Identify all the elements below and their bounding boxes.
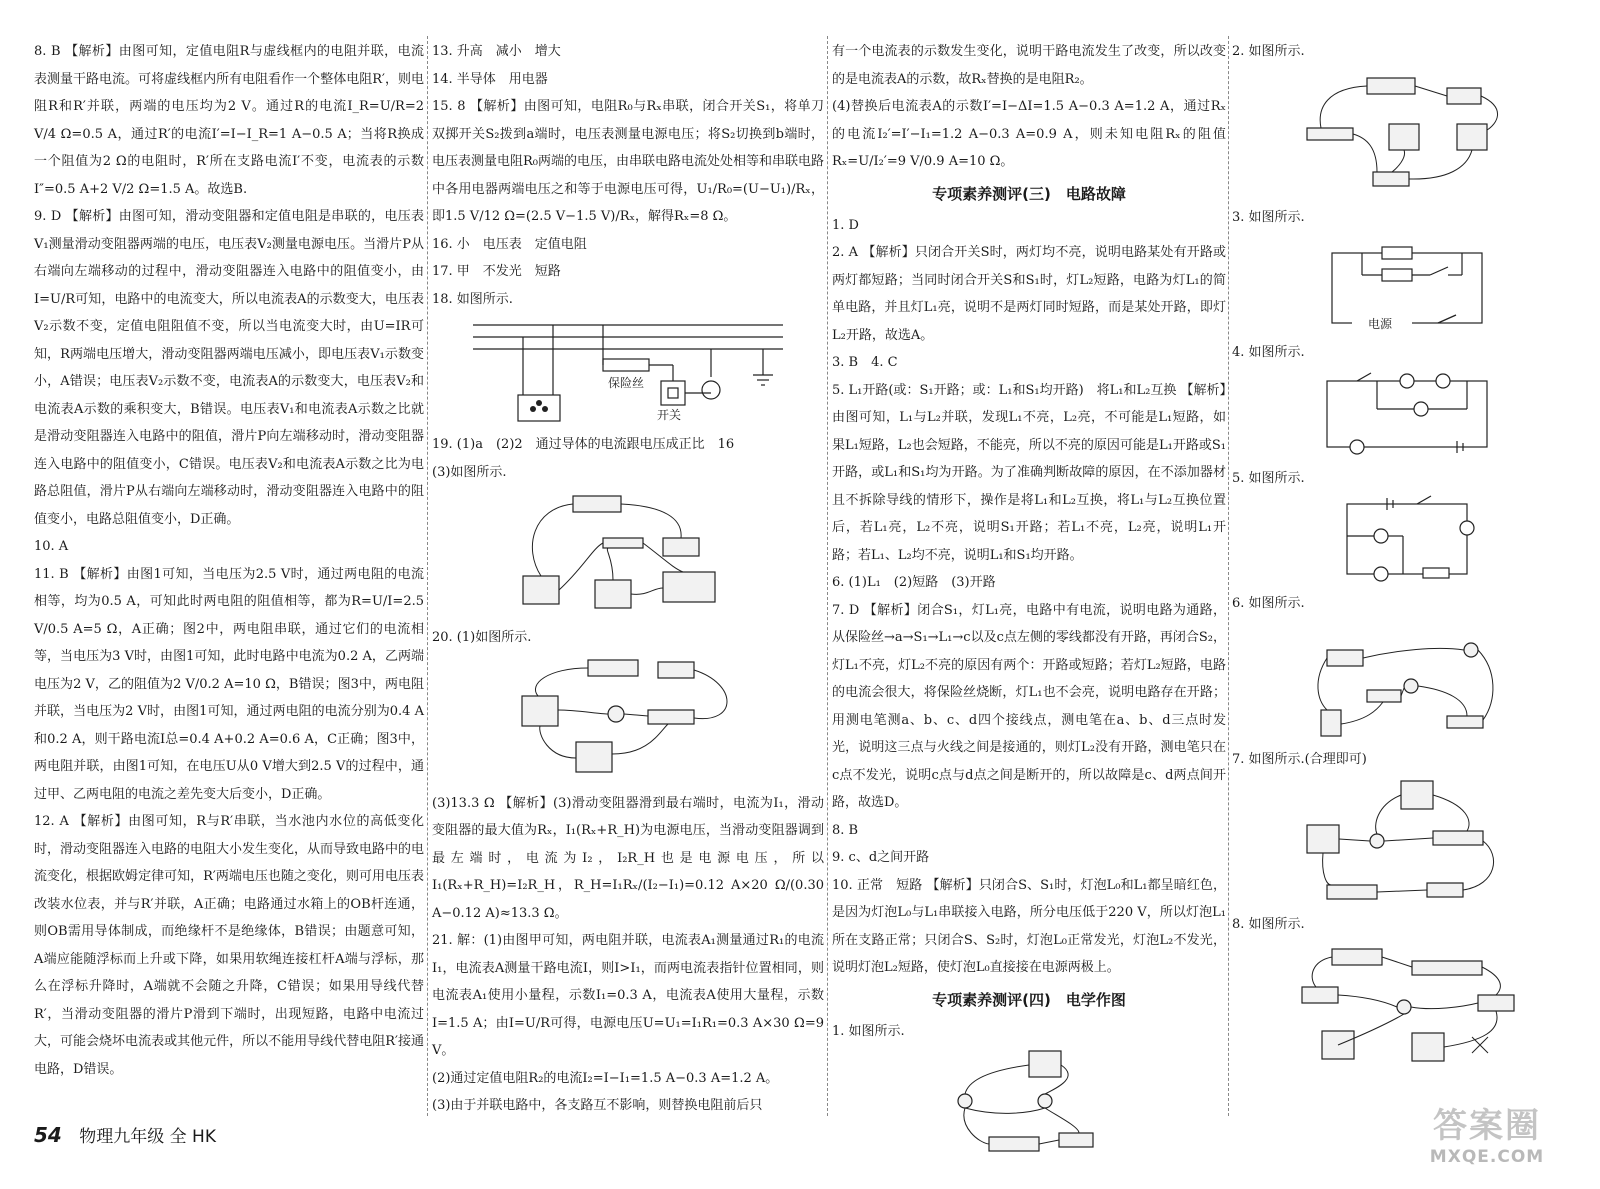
column-3 — [832, 38, 1226, 1163]
s4-answer-3: 3. 如图所示. — [1232, 209, 1305, 225]
answer-11: 11. B 【解析】由图1可知，当电压为2.5 V时，通过两电阻的电流相等，均为0.5 A，可知此时两电阻的阻值相等，都为R=U/I=2.5 V/0.5 A=5 Ω，A正确；图2中，两电阻串联，通过它们的电流相等，当电压为3 V时，由图1可知，此时电路中电流为0.2 A，乙两端电压为2 V，乙的阻值为2 V/0.2 A=10 Ω，B错误；图3中，两电阻并联，当电压为2 V时，由图1可知，通过两电阻的电流分别为0.4 A和0.2 A，则干路电流I总=0.4 A+0.2 A=0.6 A，C正确；图3中，两电阻并联，由图1可知，在电压U从0 V增大到2.5 V的过程中，通过甲、乙两电阻的电流之差先变大后变小，D正确。 — [34, 566, 424, 802]
s4-answer-5: 5. 如图所示. — [1232, 470, 1305, 486]
switch-icon — [1438, 315, 1456, 323]
answer-21-cont: 有一个电流表的示数发生变化，说明干路电流发生了改变，所以改变的是电流表A的示数，故Rₓ替换的是电阻R₂。 — [832, 44, 1226, 87]
s3-answer-3-4: 3. B 4. C — [832, 355, 898, 370]
battery-icon — [588, 660, 638, 676]
bulb-icon — [1370, 834, 1384, 848]
rheostat-icon — [1307, 128, 1353, 140]
answer-13: 13. 升高 减小 增大 — [432, 44, 561, 59]
battery-icon — [573, 496, 621, 512]
power-label: 电源 — [1368, 317, 1393, 331]
section-heading-4: 专项素养测评(四) 电学作图 — [932, 990, 1126, 1009]
resistor-icon — [1382, 247, 1412, 259]
column-4 — [1232, 38, 1582, 1077]
ammeter-icon — [1436, 374, 1450, 388]
answer-10: 10. A — [34, 539, 69, 554]
page-number: 54 — [34, 1123, 62, 1147]
s4-answer-4: 4. 如图所示. — [1232, 345, 1305, 360]
switch-icon — [1427, 883, 1463, 897]
voltmeter-icon — [1401, 781, 1433, 809]
switch-icon — [1059, 1133, 1093, 1147]
s3-answer-7: 7. D 【解析】闭合S₁，灯L₁亮，电路中有电流，说明电路为通路，从保险丝→a→S₁→L₁→c以及c点左侧的零线都没有开路，再闭合S₂，灯L₁不亮，灯L₂不亮的原因有两个：开路或短路；若灯L₂短路，电路的电流会很大，将保险丝烧断，灯L₁也不会亮，说明电路存在开路；用测电笔测a、b、c、d四个接线点，测电笔在a、b、d三点时发光，说明这三点与火线之间是接通的，则灯L₂没有开路，测电笔只在c点不发光，说明c点与d点之间是断开的，所以故障是c、d两点间开路，故选D。 — [832, 602, 1226, 810]
s3-answer-2: 2. A 【解析】只闭合开关S时，两灯均不亮，说明电路某处有开路或两灯都短路；当同时闭合开关S和S₁时，灯L₂短路，电路为灯L₁的简单电路，并且灯L₁亮，说明不是两灯同时短路，而是某处开路，即灯L₂开路，故选A。 — [832, 245, 1226, 343]
answer-19: 19. (1)a (2)2 通过导体的电流跟电压成正比 16 — [432, 437, 735, 452]
bulb-icon — [1038, 1094, 1052, 1108]
bulb-icon — [1350, 440, 1364, 454]
physical-circuit-figure-s4-8 — [1292, 941, 1522, 1071]
ammeter-icon — [1307, 825, 1339, 853]
answer-16: 16. 小 电压表 定值电阻 — [432, 236, 587, 252]
battery-icon — [1332, 949, 1382, 965]
ammeter-icon — [1412, 1033, 1444, 1061]
battery-icon — [1327, 885, 1377, 899]
ammeter-icon — [1460, 521, 1474, 535]
rheostat-icon — [1433, 831, 1483, 845]
bulb-icon — [608, 706, 624, 722]
resistor-icon — [1373, 172, 1409, 186]
physical-circuit-figure-s4-6 — [1307, 620, 1507, 740]
rheostat-icon — [663, 572, 715, 602]
ammeter-icon — [1029, 1051, 1061, 1077]
physical-circuit-figure-20 — [508, 654, 748, 784]
circuit-diagram-s4-4 — [1317, 369, 1497, 459]
ammeter-icon — [576, 742, 612, 772]
battery-icon — [989, 1137, 1039, 1151]
switch-icon — [658, 662, 694, 678]
switch-label: 开关 — [657, 408, 682, 422]
answer-15: 15. 8 【解析】由图可知，电阻R₀与Rₓ串联，闭合开关S₁，将单刀双掷开关S₂拨到a端时，电压表测量电源电压；将S₂切换到b端时，电压表测量电阻R₀两端的电压，由串联电路电流处处相等和串联电路中各用电器两端电压之和等于电源电压可得，U₁/R₀=(U−U₁)/Rₓ，即1.5 V/12 Ω=(2.5 V−1.5 V)/Rₓ，解得Rₓ=8 Ω。 — [432, 99, 824, 224]
bulb-icon — [1397, 1000, 1411, 1014]
s3-answer-8: 8. B — [832, 822, 859, 838]
switch-icon — [1327, 650, 1363, 666]
voltmeter-icon — [1374, 529, 1388, 543]
circuit-diagram-s4-3 — [1322, 233, 1492, 333]
answer-8: 8. B 【解析】由图可知，定值电阻R与虚线框内的电阻并联，电流表测量干路电流。可将虚线框内所有电阻看作一个整体电阻R′，则电阻R和R′并联，两端的电压均为2 V。通过R的电流I_R=U/R=2 V/4 Ω=0.5 A，通过R′的电流I′=I−I_R=1 A−0.5 A；当将R换成一个阻值为2 Ω的电阻时，R′所在支路电流I′不变，电流表的示数I″=0.5 A+2 V/2 Ω=1.5 A。故选B. — [34, 44, 424, 197]
column-1 — [34, 38, 424, 1083]
s3-answer-9: 9. c、d之间开路 — [832, 850, 930, 865]
bulb-icon — [1400, 374, 1414, 388]
s4-answer-6: 6. 如图所示. — [1232, 596, 1305, 611]
column-divider — [827, 36, 828, 1116]
switch-icon — [1447, 88, 1481, 104]
fuse-label: 保险丝 — [608, 376, 645, 390]
circuit-diagram-s4-5 — [1327, 494, 1487, 584]
fuse-icon — [603, 359, 649, 371]
s4-answer-1: 1. 如图所示. — [832, 1023, 905, 1039]
page-footer — [34, 1122, 216, 1147]
s4-answer-2: 2. 如图所示. — [1232, 44, 1305, 59]
ammeter-icon — [523, 576, 559, 604]
voltmeter-icon — [522, 696, 558, 726]
column-divider — [1228, 36, 1229, 1116]
answer-20-3: (3)13.3 Ω 【解析】(3)滑动变阻器滑到最右端时，电流为I₁，滑动变阻器的最大值为Rₓ，I₁(Rₓ+R_H)为电源电压，当滑动变阻器调到最左端时，电流为I₂，I₂R_H也是电源电压，所以I₁(Rₓ+R_H)=I₂R_H，R_H=I₁Rₓ/(I₂−I₁)=0.12 A×20 Ω/(0.30 A−0.12 A)≈13.3 Ω。 — [432, 795, 824, 921]
answer-18: 18. 如图所示. — [432, 291, 513, 307]
answer-20: 20. (1)如图所示. — [432, 630, 532, 645]
voltmeter-icon — [595, 580, 631, 608]
answer-9: 9. D 【解析】由图可知，滑动变阻器和定值电阻是串联的，电压表V₁测量滑动变阻器两端的电压，电压表V₂测量电源电压。当滑片P从右端向左端移动的过程中，滑动变阻器连入电路中的阻值变小，由I=U/R可知，电路中的电流变大，所以电流表A的示数变大，电压表V₂示数不变，定值电阻阻值不变，所以当电流变大时，由U=IR可知，R两端电压增大，滑动变阻器两端电压减小，即电压表V₁示数变小，A错误；电压表V₂示数不变，电流表A的示数变大，电压表V₂和电流表A示数的乘积变大，B错误。电压表V₁和电流表A示数之比就是滑动变阻器连入电路中的阻值，滑片P向左端移动时，滑动变阻器连入电路中的阻值变小，C错误。电压表V₂和电流表A示数之比为电路总阻值，滑片P从右端向左端移动时，滑动变阻器连入电路中的阻值变小，电路总阻值变小，D正确。 — [34, 209, 424, 527]
answer-21-3: (3)由于并联电路中，各支路互不影响，则替换电阻前后只 — [432, 1098, 763, 1113]
footer-subject: 物理九年级 全 HK — [79, 1127, 216, 1147]
ammeter-icon — [1457, 124, 1487, 150]
s3-answer-5: 5. L₁开路(或：S₁开路；或：L₁和S₁均开路) 将L₁和L₂互换 【解析】由图可知，L₁与L₂并联，发现L₁不亮，L₂亮，不可能是L₁短路，如果L₁短路，L₂也会短路，不能亮，所以不亮的原因可能是L₁开路或S₁开路，或L₁和S₁均为开路。为了准确判断故障的原因，在不添加器材且不拆除导线的情形下，操作是将L₁和L₂互换，将L₁与L₂互换位置后，若L₁亮，L₂不亮，说明S₁开路；若L₁不亮，L₂亮，说明L₁开路；若L₁、L₂均不亮，说明L₁和S₁均开路。 — [832, 382, 1226, 563]
s3-answer-10: 10. 正常 短路 【解析】只闭合S、S₁时，灯泡L₀和L₁都呈暗红色，是因为灯泡L₀与L₁串联接入电路，所分电压低于220 V，所以灯泡L₁所在支路正常；只闭合S、S₂时，灯泡L₀正常发光，灯泡L₂不发光，说明灯泡L₂短路，使灯泡L₀直接接在电源两极上。 — [832, 877, 1226, 975]
answer-14: 14. 半导体 用电器 — [432, 71, 548, 87]
column-2 — [432, 38, 824, 1120]
s3-answer-1: 1. D — [832, 217, 859, 233]
section-heading-3: 专项素养测评(三) 电路故障 — [932, 184, 1126, 203]
answer-21-2: (2)通过定值电阻R₂的电流I₂=I−I₁=1.5 A−0.3 A=1.2 A。 — [432, 1070, 779, 1086]
battery-icon — [1321, 710, 1341, 736]
resistor-icon — [1382, 269, 1412, 281]
battery-icon — [1367, 78, 1415, 94]
answer-12: 12. A 【解析】由图可知，R与R′串联，当水池内水位的高低变化时，滑动变阻器连入电路的电阻大小发生变化，从而导致电路中的电流变化，根据欧姆定律可知，R′两端电压也随之变化，则可用电压表改装水位表，并与R′并联，A正确；电路通过水箱上的OB杆连通，则OB需用导体制成，而绝缘杆不是绝缘体，B错误；由题意可知，A端应能随浮标而上升或下降，如果用软绳连接杠杆A端与浮标，那么在浮标升降时，A端就不会随之升降，C错误；如果用导线代替R′，当滑动变阻器的滑片P滑到下端时，出现短路，电路中电流过大，可能会烧坏电流表或其他元件，所以不能用导线代替电阻R′接通电路，D错误。 — [34, 814, 425, 1077]
switch-icon — [1478, 995, 1514, 1011]
resistor-icon — [603, 538, 643, 548]
s4-answer-7: 7. 如图所示.(合理即可) — [1232, 751, 1367, 767]
switch-icon — [1302, 987, 1338, 1003]
household-circuit-figure — [463, 315, 793, 425]
bulb-icon — [1464, 643, 1478, 657]
answer-19-3: (3)如图所示. — [432, 464, 507, 480]
column-divider — [427, 36, 428, 1116]
bulb-icon — [1404, 679, 1418, 693]
physical-circuit-figure-19 — [513, 488, 743, 618]
physical-circuit-figure-s4-2 — [1297, 68, 1517, 198]
switch-icon — [663, 538, 699, 556]
watermark-url: MXQE.COM — [1429, 1147, 1545, 1167]
rheostat-icon — [1423, 568, 1449, 578]
voltmeter-icon — [1389, 124, 1419, 150]
answer-21: 21. 解：(1)由图甲可知，两电阻并联，电流表A₁测量通过R₁的电流I₁，电流表A测量干路电流I，则I>I₁，而两电流表指针位置相同，则电流表A₁使用小量程，示数I₁=0.3 A，电流表A使用大量程，示数I=1.5 A；由I=U/R可得，电源电压U=U₁=I₁R₁=0.3 A×30 Ω=9 V。 — [432, 933, 824, 1058]
physical-circuit-figure-s4-1 — [929, 1047, 1129, 1157]
bulb-icon — [958, 1094, 972, 1108]
switch-icon — [1367, 690, 1401, 702]
switch-icon — [1447, 716, 1483, 728]
voltmeter-icon — [1414, 402, 1428, 416]
answer-21-4: (4)替换后电流表A的示数I′=I−ΔI=1.5 A−0.3 A=1.2 A，通过Rₓ的电流I₂′=I′−I₁=1.2 A−0.3 A=0.9 A，则未知电阻Rₓ的阻值Rₓ=U/I₂′=9 V/0.9 A=10 Ω。 — [832, 99, 1226, 169]
rheostat-icon — [648, 710, 694, 724]
rheostat-icon — [1412, 961, 1482, 975]
watermark-logo: 答案圈 — [1433, 1106, 1541, 1146]
physical-circuit-figure-s4-7 — [1297, 775, 1517, 905]
s4-answer-8: 8. 如图所示. — [1232, 917, 1305, 932]
watermark — [1412, 1098, 1562, 1167]
s3-answer-6: 6. (1)L₁ (2)短路 (3)开路 — [832, 575, 996, 590]
switch-icon — [661, 381, 685, 405]
answer-17: 17. 甲 不发光 短路 — [432, 264, 561, 279]
bulb-icon — [1374, 567, 1388, 581]
bulb-icon — [702, 381, 720, 399]
